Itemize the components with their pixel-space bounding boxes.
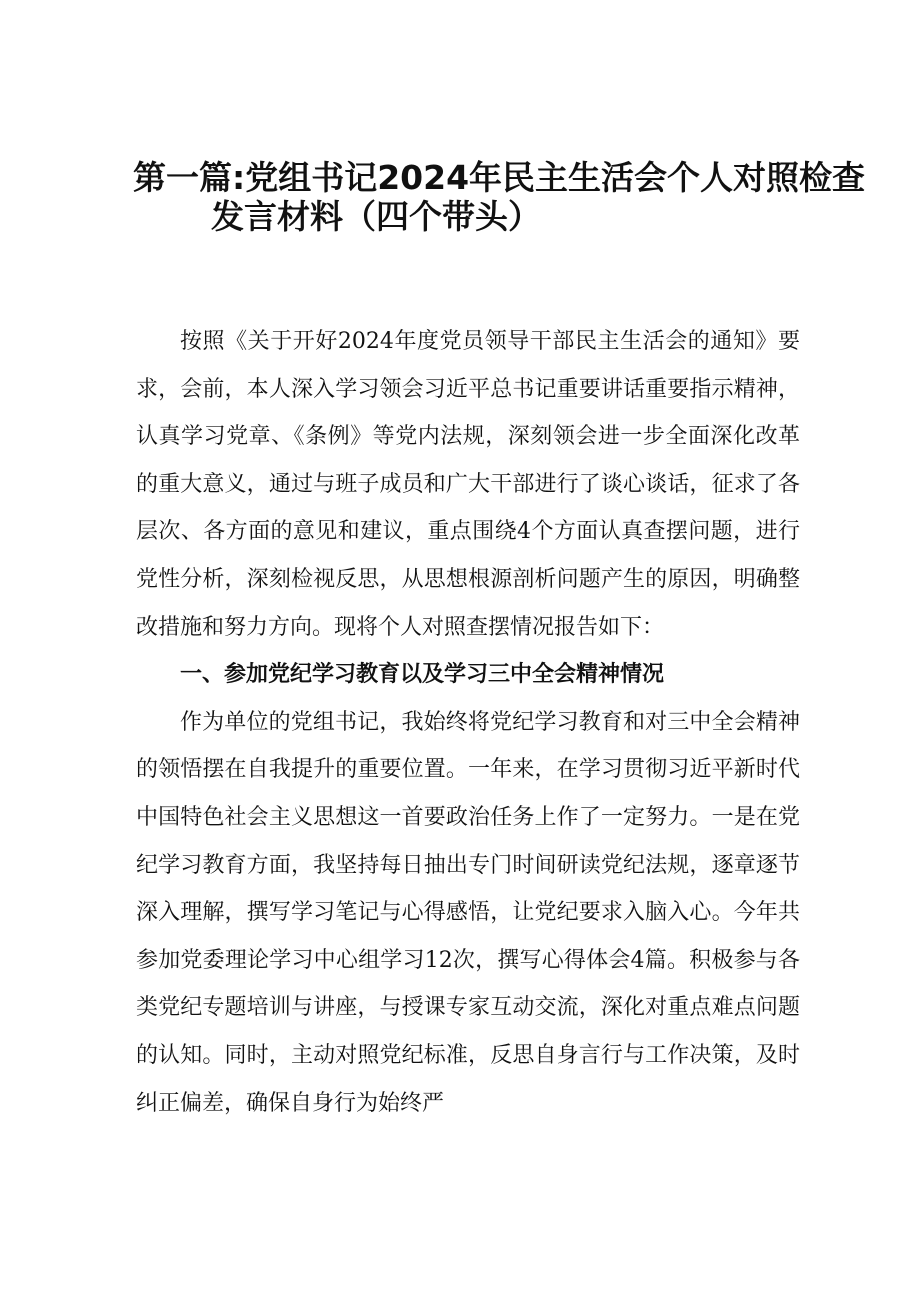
document-body bbox=[136, 318, 800, 1127]
document-title-line-2: 发言材料（四个带头） bbox=[211, 197, 541, 236]
document-title-line-1: 第一篇:党组书记2024年民主生活会个人对照检查 bbox=[133, 158, 866, 197]
intro-paragraph: 按照《关于开好2024年度党员领导干部民主生活会的通知》要求，会前，本人深入学习领会习近平总书记重要讲话重要指示精神，认真学习党章、《条例》等党内法规，深刻领会进一步全面深化改革的重大意义，通过与班子成员和广大干部进行了谈心谈话，征求了各层次、各方面的意见和建议，重点围绕4个方面认真查摆问题，进行党性分析，深刻检视反思，从思想根源剖析问题产生的原因，明确整改措施和努力方向。现将个人对照查摆情况报告如下： bbox=[136, 329, 800, 640]
section-1-heading: 一、参加党纪学习教育以及学习三中全会精神情况 bbox=[180, 662, 665, 688]
section-1-paragraph: 作为单位的党组书记，我始终将党纪学习教育和对三中全会精神的领悟摆在自我提升的重要位置。一年来，在学习贯彻习近平新时代中国特色社会主义思想这一首要政治任务上作了一定努力。一是在党纪学习教育方面，我坚持每日抽出专门时间研读党纪法规，逐章逐节深入理解，撰写学习笔记与心得感悟，让党纪要求入脑入心。今年共参加党委理论学习中心组学习12次，撰写心得体会4篇。积极参与各类党纪专题培训与讲座，与授课专家互动交流，深化对重点难点问题的认知。同时，主动对照党纪标准，反思自身言行与工作决策，及时纠正偏差，确保自身行为始终严 bbox=[136, 709, 800, 1116]
